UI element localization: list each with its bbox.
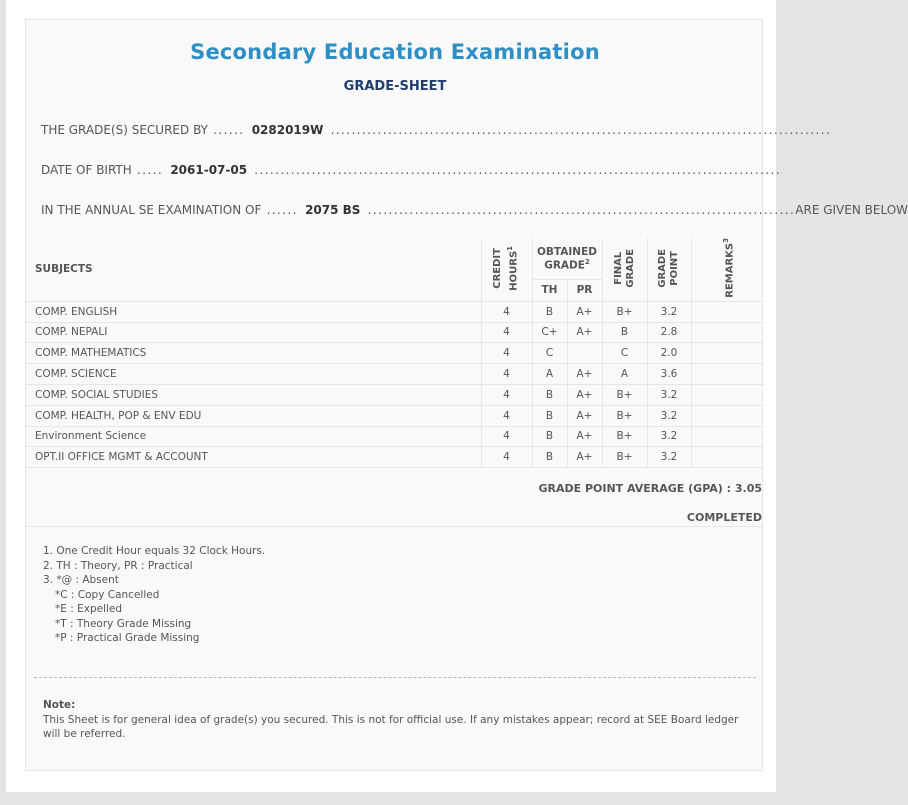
disclaimer-text: This Sheet is for general idea of grade(s) you secured. This is not for official use. If any mistakes appear; record at SEE Board ledger will be referred. bbox=[43, 713, 739, 740]
exam-title: Secondary Education Examination bbox=[190, 40, 600, 64]
credit-cell: 4 bbox=[481, 447, 532, 468]
th-grade-cell: A bbox=[532, 364, 567, 385]
remarks-cell bbox=[691, 384, 764, 405]
table-row bbox=[26, 447, 764, 468]
dot-leader: ..... bbox=[131, 163, 169, 177]
table-row bbox=[26, 322, 764, 343]
dot-leader: ..................................................................................................... bbox=[249, 163, 781, 177]
table-row bbox=[26, 426, 764, 447]
gpa-label: GRADE POINT AVERAGE (GPA) : bbox=[538, 482, 732, 495]
table-row bbox=[26, 405, 764, 426]
subject-cell: COMP. MATHEMATICS bbox=[26, 343, 481, 364]
divider bbox=[26, 526, 764, 527]
dot-leader: ...... bbox=[207, 123, 250, 137]
disclaimer-title: Note: bbox=[43, 699, 76, 711]
th-grade-cell: B bbox=[532, 426, 567, 447]
grade-point-cell: 3.2 bbox=[647, 384, 691, 405]
footnotes bbox=[43, 544, 265, 646]
credit-cell: 4 bbox=[481, 322, 532, 343]
obtained-grade-header: OBTAINED GRADE$^2$ bbox=[532, 238, 602, 279]
credit-cell: 4 bbox=[481, 301, 532, 322]
footnote: 1. One Credit Hour equals 32 Clock Hours. bbox=[43, 545, 266, 557]
subject-cell: OPT.II OFFICE MGMT & ACCOUNT bbox=[26, 447, 481, 468]
credit-cell: 4 bbox=[481, 405, 532, 426]
credit-cell: 4 bbox=[481, 426, 532, 447]
grade-point-cell: 3.2 bbox=[647, 447, 691, 468]
final-grade-cell: B+ bbox=[602, 405, 647, 426]
result-status: COMPLETED bbox=[686, 511, 762, 524]
pr-grade-cell: A+ bbox=[567, 384, 602, 405]
credit-cell: 4 bbox=[481, 384, 532, 405]
absent-code: *P : Practical Grade Missing bbox=[55, 632, 200, 644]
table-row bbox=[26, 343, 764, 364]
secured-label: THE GRADE(S) SECURED BY bbox=[41, 123, 208, 137]
pr-grade-cell: A+ bbox=[567, 426, 602, 447]
grade-sheet bbox=[25, 19, 908, 771]
remarks-header: REMARKS$^3$ bbox=[691, 238, 764, 301]
pr-grade-cell: A+ bbox=[567, 405, 602, 426]
final-grade-header: FINAL GRADE bbox=[602, 238, 647, 301]
grade-point-cell: 3.2 bbox=[647, 301, 691, 322]
table-row bbox=[26, 301, 764, 322]
subject-cell: Environment Science bbox=[26, 426, 481, 447]
th-grade-cell: B bbox=[532, 447, 567, 468]
gpa-value: 3.05 bbox=[734, 482, 762, 495]
exam-label: IN THE ANNUAL SE EXAMINATION OF bbox=[41, 203, 262, 217]
dob-value: 2061-07-05 bbox=[170, 163, 248, 177]
pr-grade-cell: A+ bbox=[567, 301, 602, 322]
dot-leader: ................................................................................................ bbox=[325, 123, 832, 137]
exam-tail: ARE GIVEN BELOW bbox=[795, 203, 908, 217]
final-grade-cell: A bbox=[602, 364, 647, 385]
remarks-cell bbox=[691, 447, 764, 468]
pr-grade-cell: A+ bbox=[567, 322, 602, 343]
pr-grade-cell bbox=[567, 343, 602, 364]
table-row bbox=[26, 384, 764, 405]
pr-grade-cell: A+ bbox=[567, 364, 602, 385]
subject-cell: COMP. ENGLISH bbox=[26, 301, 481, 322]
footnote: 3. *@ : Absent bbox=[43, 574, 119, 586]
pr-header: PR bbox=[567, 279, 602, 301]
absent-code: *T : Theory Grade Missing bbox=[55, 617, 192, 630]
final-grade-cell: B+ bbox=[602, 426, 647, 447]
remarks-cell bbox=[691, 301, 764, 322]
symbol-number: 0282019W bbox=[251, 123, 324, 137]
remarks-cell bbox=[691, 322, 764, 343]
pr-grade-cell: A+ bbox=[567, 447, 602, 468]
subject-cell: COMP. HEALTH, POP & ENV EDU bbox=[26, 405, 481, 426]
th-header: TH bbox=[532, 279, 567, 301]
credit-cell: 4 bbox=[481, 364, 532, 385]
th-grade-cell: B bbox=[532, 405, 567, 426]
sheet-subtitle: GRADE-SHEET bbox=[343, 79, 447, 94]
remarks-cell bbox=[691, 426, 764, 447]
final-grade-cell: B+ bbox=[602, 384, 647, 405]
final-grade-cell: B bbox=[602, 322, 647, 343]
th-grade-cell: C bbox=[532, 343, 567, 364]
remarks-cell bbox=[691, 364, 764, 385]
final-grade-cell: B+ bbox=[602, 447, 647, 468]
exam-year: 2075 BS bbox=[305, 203, 361, 217]
table-row bbox=[26, 364, 764, 385]
grade-point-header: GRADE POINT bbox=[647, 238, 691, 301]
grade-point-cell: 2.8 bbox=[647, 322, 691, 343]
dot-leader: ...... bbox=[261, 203, 304, 217]
disclaimer bbox=[43, 698, 743, 742]
final-grade-cell: C bbox=[602, 343, 647, 364]
grade-point-cell: 2.0 bbox=[647, 343, 691, 364]
gpa-line bbox=[538, 482, 762, 495]
grade-point-cell: 3.2 bbox=[647, 426, 691, 447]
th-grade-cell: B bbox=[532, 301, 567, 322]
credit-hours-header: CREDIT HOURS$^1$ bbox=[481, 238, 532, 301]
exam-line bbox=[41, 203, 908, 217]
absent-code: *C : Copy Cancelled bbox=[55, 588, 160, 601]
grade-point-cell: 3.2 bbox=[647, 405, 691, 426]
page-frame bbox=[6, 0, 908, 792]
table-header-row bbox=[26, 238, 764, 279]
dob-label: DATE OF BIRTH bbox=[41, 163, 132, 177]
dot-leader: .................................................................................. bbox=[362, 203, 796, 217]
subject-cell: COMP. SOCIAL STUDIES bbox=[26, 384, 481, 405]
credit-cell: 4 bbox=[481, 343, 532, 364]
final-grade-cell: B+ bbox=[602, 301, 647, 322]
subjects-header: SUBJECTS bbox=[26, 238, 481, 301]
absent-code: *E : Expelled bbox=[55, 603, 123, 615]
grade-point-cell: 3.6 bbox=[647, 364, 691, 385]
remarks-cell bbox=[691, 405, 764, 426]
subject-cell: COMP. NEPALI bbox=[26, 322, 481, 343]
footnote: 2. TH : Theory, PR : Practical bbox=[43, 559, 193, 572]
dashed-divider bbox=[34, 677, 756, 678]
subject-cell: COMP. SCIENCE bbox=[26, 364, 481, 385]
th-grade-cell: B bbox=[532, 384, 567, 405]
dob-line bbox=[41, 163, 781, 177]
th-grade-cell: C+ bbox=[532, 322, 567, 343]
remarks-cell bbox=[691, 343, 764, 364]
secured-by-line bbox=[41, 123, 832, 137]
grades-table bbox=[26, 238, 764, 468]
